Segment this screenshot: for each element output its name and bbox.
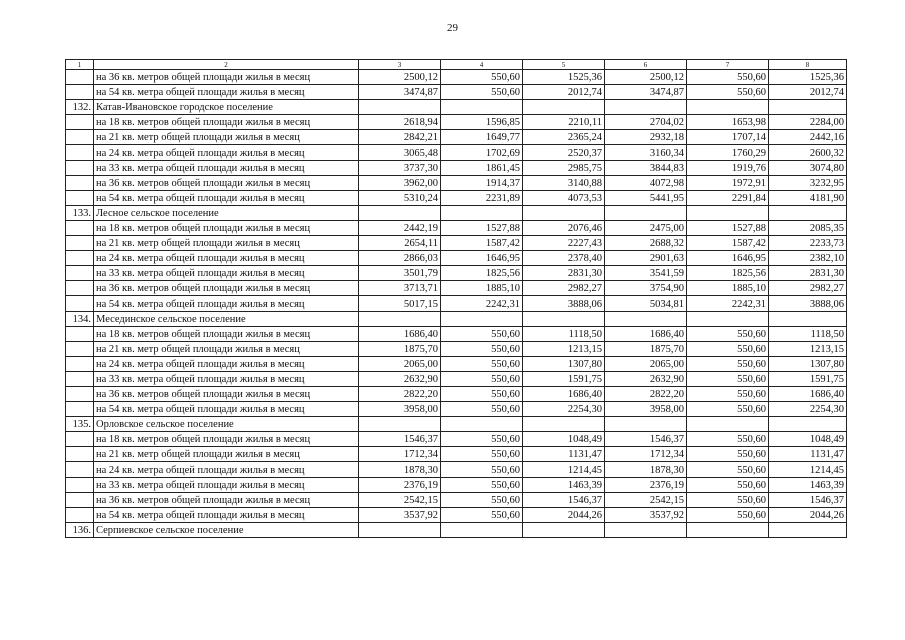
row-index [66,130,94,145]
row-index [66,356,94,371]
value-cell: 550,60 [441,447,523,462]
table-row [66,492,847,507]
value-cell: 2242,31 [441,296,523,311]
row-description: на 54 кв. метра общей площади жилья в месяц [94,296,359,311]
value-cell: 550,60 [687,386,769,401]
value-cell [769,205,847,220]
value-cell: 1825,56 [441,266,523,281]
table-row [66,326,847,341]
row-description: на 18 кв. метров общей площади жилья в месяц [94,432,359,447]
value-cell: 2500,12 [605,70,687,85]
value-cell: 1712,34 [359,447,441,462]
row-index [66,251,94,266]
row-index [66,281,94,296]
row-index [66,85,94,100]
row-index: 135. [66,417,94,432]
value-cell: 4181,90 [769,190,847,205]
value-cell: 3888,06 [523,296,605,311]
row-index [66,326,94,341]
value-cell: 1131,47 [523,447,605,462]
value-cell: 550,60 [687,356,769,371]
settlement-name: Серпиевское сельское поселение [94,522,359,537]
value-cell: 1048,49 [769,432,847,447]
value-cell: 1875,70 [605,341,687,356]
value-cell: 550,60 [441,507,523,522]
value-cell: 550,60 [441,477,523,492]
value-cell: 2901,63 [605,251,687,266]
value-cell [687,100,769,115]
row-index [66,402,94,417]
value-cell [441,417,523,432]
value-cell: 2985,75 [523,160,605,175]
value-cell: 5034,81 [605,296,687,311]
value-cell: 3844,83 [605,160,687,175]
value-cell: 4073,53 [523,190,605,205]
value-cell: 3754,90 [605,281,687,296]
value-cell [605,311,687,326]
value-cell: 3713,71 [359,281,441,296]
table-row [66,115,847,130]
value-cell: 2376,19 [605,477,687,492]
row-description: на 24 кв. метра общей площади жилья в месяц [94,145,359,160]
column-header: 3 [359,60,441,70]
value-cell: 3537,92 [605,507,687,522]
value-cell: 1686,40 [359,326,441,341]
value-cell: 1213,15 [523,341,605,356]
value-cell [687,522,769,537]
value-cell: 2284,00 [769,115,847,130]
value-cell: 1118,50 [523,326,605,341]
value-cell: 2475,00 [605,220,687,235]
row-description: на 33 кв. метра общей площади жилья в месяц [94,477,359,492]
value-cell: 1546,37 [359,432,441,447]
row-description: на 54 кв. метра общей площади жилья в месяц [94,85,359,100]
value-cell: 1591,75 [769,371,847,386]
table-row [66,386,847,401]
value-cell: 2242,31 [687,296,769,311]
value-cell: 1686,40 [769,386,847,401]
value-cell: 550,60 [687,462,769,477]
value-cell: 3541,59 [605,266,687,281]
table-row [66,477,847,492]
row-description: на 18 кв. метров общей площади жилья в месяц [94,220,359,235]
value-cell: 550,60 [441,70,523,85]
value-cell: 2065,00 [359,356,441,371]
value-cell [441,205,523,220]
table-row [66,130,847,145]
value-cell: 1214,45 [769,462,847,477]
value-cell: 1525,36 [769,70,847,85]
value-cell: 1919,76 [687,160,769,175]
value-cell [359,100,441,115]
value-cell: 1972,91 [687,175,769,190]
value-cell [523,311,605,326]
value-cell [523,417,605,432]
value-cell: 1878,30 [359,462,441,477]
column-header-row [66,60,847,70]
value-cell: 2688,32 [605,236,687,251]
tariff-table [65,59,847,538]
row-description: на 54 кв. метра общей площади жилья в месяц [94,190,359,205]
table-row [66,281,847,296]
value-cell: 1825,56 [687,266,769,281]
column-header: 1 [66,60,94,70]
table-body [66,60,847,538]
value-cell: 3065,48 [359,145,441,160]
value-cell: 3737,30 [359,160,441,175]
row-index [66,115,94,130]
value-cell: 550,60 [441,341,523,356]
row-description: на 36 кв. метров общей площади жилья в месяц [94,281,359,296]
value-cell [523,100,605,115]
row-index [66,341,94,356]
table-row [66,296,847,311]
value-cell: 1686,40 [605,326,687,341]
value-cell: 1048,49 [523,432,605,447]
table-row [66,85,847,100]
value-cell: 1118,50 [769,326,847,341]
value-cell: 1646,95 [441,251,523,266]
row-index [66,462,94,477]
value-cell: 550,60 [687,432,769,447]
value-cell: 3888,06 [769,296,847,311]
value-cell: 2382,10 [769,251,847,266]
section-row [66,522,847,537]
value-cell: 1760,29 [687,145,769,160]
value-cell: 3474,87 [605,85,687,100]
value-cell: 1527,88 [441,220,523,235]
settlement-name: Лесное сельское поселение [94,205,359,220]
value-cell: 3958,00 [605,402,687,417]
value-cell: 1707,14 [687,130,769,145]
row-description: на 21 кв. метр общей площади жилья в месяц [94,236,359,251]
value-cell: 2076,46 [523,220,605,235]
row-description: на 33 кв. метра общей площади жилья в месяц [94,371,359,386]
value-cell: 2822,20 [359,386,441,401]
value-cell: 550,60 [441,462,523,477]
value-cell [523,205,605,220]
row-index [66,507,94,522]
value-cell [359,522,441,537]
value-cell [769,100,847,115]
value-cell: 1463,39 [769,477,847,492]
settlement-name: Орловское сельское поселение [94,417,359,432]
value-cell: 1885,10 [441,281,523,296]
value-cell: 2065,00 [605,356,687,371]
table-row [66,266,847,281]
table-row [66,175,847,190]
value-cell [441,311,523,326]
row-index [66,266,94,281]
value-cell: 1307,80 [769,356,847,371]
table-row [66,145,847,160]
value-cell [769,522,847,537]
value-cell [605,417,687,432]
row-index: 133. [66,205,94,220]
value-cell [605,522,687,537]
row-description: на 18 кв. метров общей площади жилья в месяц [94,115,359,130]
value-cell [769,417,847,432]
row-index [66,236,94,251]
row-description: на 36 кв. метров общей площади жилья в месяц [94,492,359,507]
value-cell: 550,60 [687,326,769,341]
row-index [66,190,94,205]
table-row [66,432,847,447]
table-row [66,220,847,235]
value-cell: 550,60 [687,477,769,492]
row-index [66,296,94,311]
value-cell: 2085,35 [769,220,847,235]
row-index [66,145,94,160]
value-cell: 1686,40 [523,386,605,401]
settlement-name: Катав-Ивановское городское поселение [94,100,359,115]
value-cell: 2233,73 [769,236,847,251]
value-cell: 2012,74 [769,85,847,100]
value-cell: 1646,95 [687,251,769,266]
value-cell: 550,60 [687,85,769,100]
value-cell: 5017,15 [359,296,441,311]
value-cell: 2012,74 [523,85,605,100]
row-index [66,477,94,492]
value-cell: 5310,24 [359,190,441,205]
value-cell: 1546,37 [605,432,687,447]
value-cell: 3160,34 [605,145,687,160]
value-cell: 1546,37 [769,492,847,507]
value-cell [605,205,687,220]
row-index [66,160,94,175]
row-description: на 36 кв. метров общей площади жилья в месяц [94,175,359,190]
value-cell: 2982,27 [523,281,605,296]
value-cell: 3962,00 [359,175,441,190]
value-cell: 2291,84 [687,190,769,205]
row-index: 134. [66,311,94,326]
value-cell: 1596,85 [441,115,523,130]
value-cell [687,417,769,432]
value-cell: 2044,26 [769,507,847,522]
row-description: на 33 кв. метра общей площади жилья в месяц [94,266,359,281]
section-row [66,311,847,326]
value-cell: 3501,79 [359,266,441,281]
table-row [66,507,847,522]
value-cell: 2632,90 [359,371,441,386]
value-cell: 550,60 [441,432,523,447]
value-cell: 1213,15 [769,341,847,356]
column-header: 8 [769,60,847,70]
value-cell [523,522,605,537]
value-cell: 2932,18 [605,130,687,145]
table-row [66,341,847,356]
value-cell [441,522,523,537]
value-cell [441,100,523,115]
section-row [66,100,847,115]
row-description: на 21 кв. метр общей площади жилья в месяц [94,447,359,462]
value-cell: 1885,10 [687,281,769,296]
value-cell: 1878,30 [605,462,687,477]
value-cell: 1875,70 [359,341,441,356]
row-index: 136. [66,522,94,537]
value-cell: 2542,15 [605,492,687,507]
row-index [66,371,94,386]
row-index: 132. [66,100,94,115]
value-cell: 1546,37 [523,492,605,507]
value-cell: 2254,30 [769,402,847,417]
row-description: на 24 кв. метра общей площади жилья в месяц [94,462,359,477]
value-cell: 2520,37 [523,145,605,160]
value-cell [769,311,847,326]
value-cell: 3140,88 [523,175,605,190]
value-cell: 2618,94 [359,115,441,130]
row-description: на 36 кв. метров общей площади жилья в месяц [94,386,359,401]
value-cell: 1587,42 [687,236,769,251]
value-cell: 550,60 [687,447,769,462]
value-cell: 2831,30 [769,266,847,281]
value-cell: 1649,77 [441,130,523,145]
value-cell: 1527,88 [687,220,769,235]
value-cell: 4072,98 [605,175,687,190]
value-cell: 1591,75 [523,371,605,386]
value-cell: 2831,30 [523,266,605,281]
value-cell [359,417,441,432]
table-row [66,371,847,386]
row-description: на 33 кв. метра общей площади жилья в месяц [94,160,359,175]
value-cell: 1131,47 [769,447,847,462]
row-description: на 24 кв. метра общей площади жилья в месяц [94,356,359,371]
value-cell: 2227,43 [523,236,605,251]
row-description: на 54 кв. метра общей площади жилья в месяц [94,507,359,522]
row-description: на 36 кв. метров общей площади жилья в месяц [94,70,359,85]
value-cell [687,311,769,326]
value-cell: 550,60 [441,402,523,417]
value-cell: 1525,36 [523,70,605,85]
value-cell: 1587,42 [441,236,523,251]
value-cell: 550,60 [441,371,523,386]
row-index [66,492,94,507]
row-index [66,447,94,462]
value-cell: 3537,92 [359,507,441,522]
table-row [66,160,847,175]
table-row [66,251,847,266]
row-description: на 18 кв. метров общей площади жилья в месяц [94,326,359,341]
column-header: 6 [605,60,687,70]
value-cell: 2600,32 [769,145,847,160]
row-index [66,386,94,401]
table-row [66,402,847,417]
column-header: 2 [94,60,359,70]
settlement-name: Месединское сельское поселение [94,311,359,326]
value-cell: 2442,19 [359,220,441,235]
value-cell [687,205,769,220]
value-cell: 550,60 [441,492,523,507]
value-cell: 550,60 [441,356,523,371]
section-row [66,205,847,220]
value-cell: 2632,90 [605,371,687,386]
value-cell: 3074,80 [769,160,847,175]
value-cell: 1914,37 [441,175,523,190]
row-index [66,220,94,235]
table-row [66,462,847,477]
table-row [66,236,847,251]
column-header: 4 [441,60,523,70]
value-cell: 2442,16 [769,130,847,145]
value-cell: 550,60 [441,386,523,401]
row-description: на 21 кв. метр общей площади жилья в месяц [94,130,359,145]
value-cell: 2704,02 [605,115,687,130]
value-cell: 2254,30 [523,402,605,417]
row-description: на 24 кв. метра общей площади жилья в месяц [94,251,359,266]
value-cell: 550,60 [687,371,769,386]
value-cell: 2044,26 [523,507,605,522]
row-description: на 21 кв. метр общей площади жилья в месяц [94,341,359,356]
value-cell: 1653,98 [687,115,769,130]
value-cell: 1463,39 [523,477,605,492]
section-row [66,417,847,432]
value-cell: 2376,19 [359,477,441,492]
value-cell: 2982,27 [769,281,847,296]
page-number: 29 [447,22,458,34]
value-cell: 2378,40 [523,251,605,266]
value-cell: 3232,95 [769,175,847,190]
value-cell: 550,60 [441,326,523,341]
table-row [66,447,847,462]
value-cell: 2654,11 [359,236,441,251]
value-cell: 550,60 [687,402,769,417]
table-row [66,356,847,371]
value-cell [359,205,441,220]
value-cell: 2365,24 [523,130,605,145]
value-cell: 3474,87 [359,85,441,100]
row-index [66,70,94,85]
value-cell: 5441,95 [605,190,687,205]
row-index [66,432,94,447]
value-cell: 1712,34 [605,447,687,462]
value-cell: 550,60 [687,70,769,85]
value-cell: 1861,45 [441,160,523,175]
table-row [66,70,847,85]
value-cell: 3958,00 [359,402,441,417]
column-header: 7 [687,60,769,70]
value-cell: 2210,11 [523,115,605,130]
value-cell: 550,60 [441,85,523,100]
value-cell [605,100,687,115]
value-cell: 2542,15 [359,492,441,507]
value-cell: 550,60 [687,341,769,356]
value-cell: 1307,80 [523,356,605,371]
value-cell [359,311,441,326]
value-cell: 550,60 [687,507,769,522]
value-cell: 2500,12 [359,70,441,85]
value-cell: 1214,45 [523,462,605,477]
row-description: на 54 кв. метра общей площади жилья в месяц [94,402,359,417]
value-cell: 1702,69 [441,145,523,160]
table-row [66,190,847,205]
value-cell: 550,60 [687,492,769,507]
value-cell: 2866,03 [359,251,441,266]
value-cell: 2231,89 [441,190,523,205]
value-cell: 2842,21 [359,130,441,145]
value-cell: 2822,20 [605,386,687,401]
column-header: 5 [523,60,605,70]
row-index [66,175,94,190]
